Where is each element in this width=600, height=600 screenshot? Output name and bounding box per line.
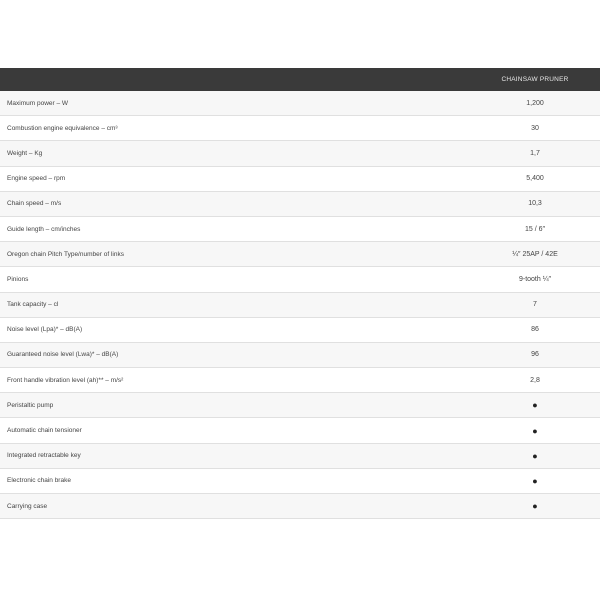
row-label: Weight – Kg — [7, 149, 43, 157]
table-header — [0, 68, 600, 91]
table-row — [0, 167, 600, 192]
row-value: ¼″ 25AP / 42E — [512, 250, 558, 258]
row-value: 15 / 6″ — [525, 225, 545, 233]
row-label: Peristaltic pump — [7, 401, 54, 409]
column-header-chainsaw-pruner: CHAINSAW PRUNER — [501, 76, 569, 83]
included-dot-icon: ● — [532, 501, 538, 512]
row-value: 30 — [531, 124, 539, 132]
row-value: 7 — [533, 301, 537, 309]
row-value: 10,3 — [528, 200, 542, 208]
table-row — [0, 318, 600, 343]
row-label: Engine speed – rpm — [7, 175, 66, 183]
included-dot-icon: ● — [532, 400, 538, 411]
row-value: 96 — [531, 351, 539, 359]
table-row — [0, 217, 600, 242]
table-row — [0, 418, 600, 443]
row-label: Electronic chain brake — [7, 477, 71, 485]
spec-table — [0, 68, 600, 519]
table-row — [0, 242, 600, 267]
table-row — [0, 91, 600, 116]
table-row — [0, 293, 600, 318]
row-label: Guaranteed noise level (Lwa)* – dB(A) — [7, 351, 119, 359]
row-label: Chain speed – m/s — [7, 200, 62, 208]
included-dot-icon: ● — [532, 425, 538, 436]
row-value: 5,400 — [526, 175, 544, 183]
table-row — [0, 494, 600, 519]
row-label: Noise level (Lpa)* – dB(A) — [7, 326, 83, 334]
row-value: 2,8 — [530, 376, 540, 384]
table-body — [0, 91, 600, 519]
row-label: Oregon chain Pitch Type/number of links — [7, 250, 124, 258]
included-dot-icon: ● — [532, 475, 538, 486]
row-value: 86 — [531, 326, 539, 334]
row-label: Front handle vibration level (ah)** – m/s² — [7, 376, 124, 384]
table-row — [0, 116, 600, 141]
table-row — [0, 267, 600, 292]
row-value: 1,200 — [526, 99, 544, 107]
table-row — [0, 469, 600, 494]
row-label: Integrated retractable key — [7, 452, 81, 460]
table-row — [0, 368, 600, 393]
row-label: Maximum power – W — [7, 99, 69, 107]
row-label: Guide length – cm/inches — [7, 225, 81, 233]
table-row — [0, 192, 600, 217]
table-row — [0, 141, 600, 166]
row-value: 1,7 — [530, 149, 540, 157]
row-label: Tank capacity – cl — [7, 301, 59, 309]
row-value: 9-tooth ¼″ — [518, 275, 552, 283]
row-label: Pinions — [7, 275, 29, 283]
included-dot-icon: ● — [532, 450, 538, 461]
table-row — [0, 444, 600, 469]
table-row — [0, 393, 600, 418]
row-label: Combustion engine equivalence – cm³ — [7, 124, 118, 132]
row-label: Carrying case — [7, 502, 48, 510]
table-row — [0, 343, 600, 368]
row-label: Automatic chain tensioner — [7, 427, 82, 435]
